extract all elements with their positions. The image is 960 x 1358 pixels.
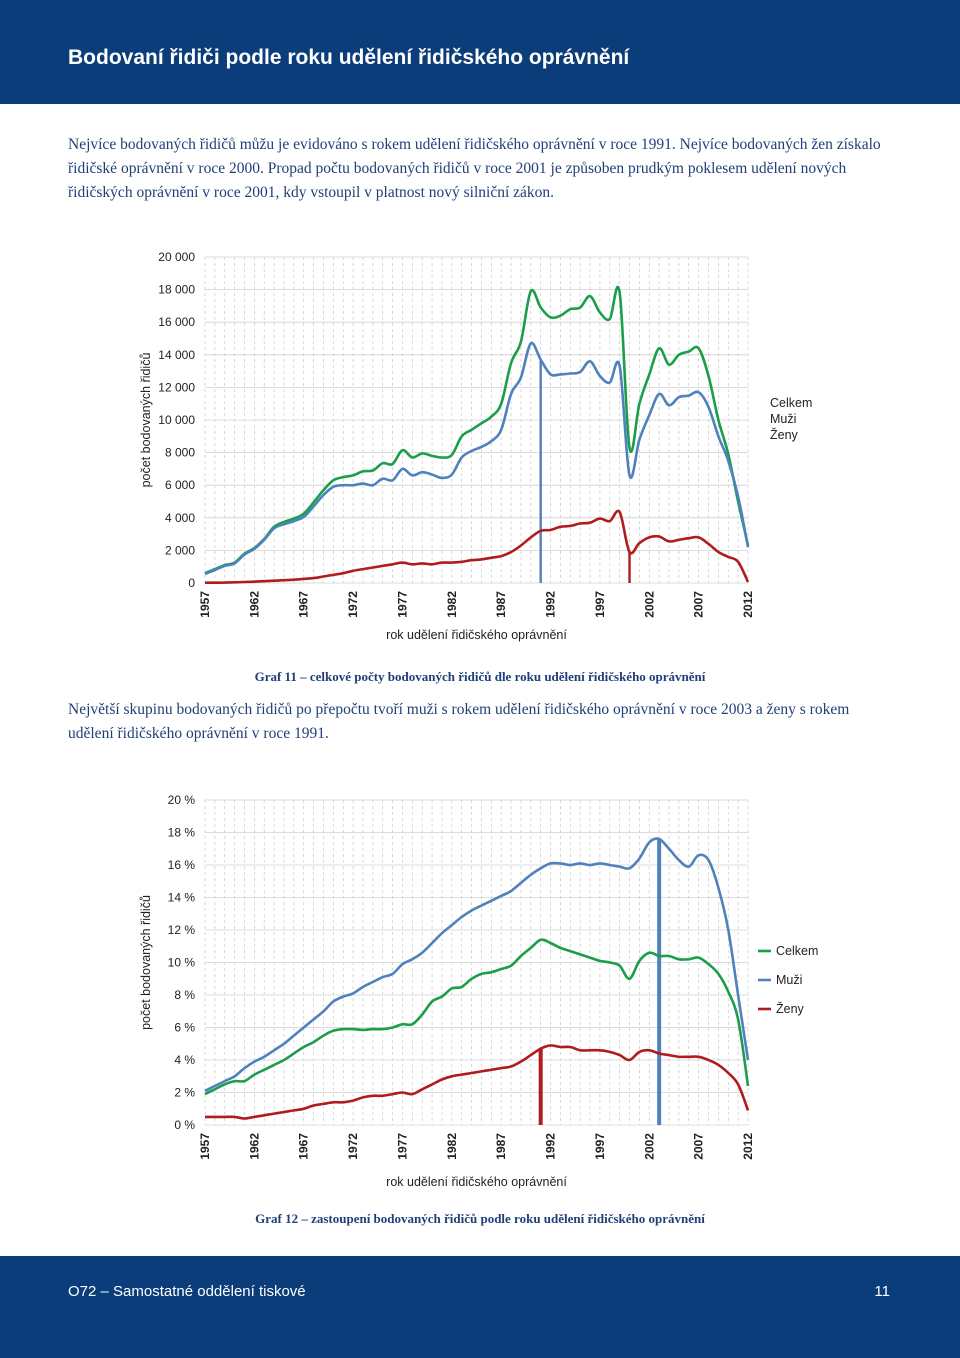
chart2-xtick: 1982 bbox=[444, 1133, 459, 1160]
page-title: Bodovaní řidiči podle roku udělení řidičského oprávnění bbox=[68, 46, 630, 69]
page-footer bbox=[0, 1256, 960, 1358]
chart1-xtick: 1982 bbox=[444, 591, 459, 618]
chart1-legend-muzi: Muži bbox=[770, 412, 797, 426]
chart1-xtick: 1992 bbox=[543, 591, 558, 618]
chart1-ytick: 8 000 bbox=[164, 445, 195, 460]
chart2-ytick: 18 % bbox=[167, 825, 195, 840]
chart-2-caption: Graf 12 – zastoupení bodovaných řidičů podle roku udělení řidičského oprávnění bbox=[255, 1211, 705, 1226]
chart2-ytick: 20 % bbox=[167, 793, 195, 807]
chart2-xtick: 1987 bbox=[494, 1133, 509, 1160]
chart1-ytick: 6 000 bbox=[164, 478, 195, 493]
chart1-ytick: 2 000 bbox=[164, 543, 195, 558]
chart2-series-zeny bbox=[205, 1045, 748, 1118]
chart2-xtick: 2012 bbox=[741, 1133, 755, 1160]
chart2-xtick: 1957 bbox=[198, 1133, 212, 1160]
chart1-ylabel: počet bodovaných řidičů bbox=[139, 352, 153, 488]
chart1-xtick: 1997 bbox=[592, 591, 607, 618]
chart1-ytick: 18 000 bbox=[158, 282, 195, 297]
chart-1 bbox=[0, 240, 960, 660]
chart1-xtick: 1987 bbox=[494, 591, 509, 618]
chart-2 bbox=[0, 785, 960, 1195]
chart2-xtick: 1977 bbox=[395, 1133, 410, 1160]
chart2-ytick: 12 % bbox=[167, 923, 195, 937]
chart2-ytick: 6 % bbox=[174, 1020, 195, 1035]
chart1-xtick: 2007 bbox=[691, 591, 706, 618]
chart2-ytick: 0 % bbox=[174, 1118, 195, 1132]
chart2-xtick: 1962 bbox=[247, 1133, 262, 1160]
chart1-xtick: 1957 bbox=[198, 591, 212, 618]
chart2-ytick: 14 % bbox=[167, 890, 195, 905]
chart2-xtick: 2007 bbox=[691, 1133, 706, 1160]
page-header bbox=[0, 0, 960, 104]
chart1-ytick: 16 000 bbox=[158, 315, 195, 330]
chart2-xtick: 1997 bbox=[592, 1133, 607, 1160]
chart1-xtick: 2002 bbox=[642, 591, 657, 618]
chart1-ytick: 20 000 bbox=[158, 250, 195, 264]
chart1-xtick: 1972 bbox=[346, 591, 361, 618]
chart2-legend-muzi: Muži bbox=[776, 973, 803, 987]
chart2-xtick: 1972 bbox=[346, 1133, 361, 1160]
chart2-ytick: 10 % bbox=[167, 955, 195, 970]
chart1-ytick: 14 000 bbox=[158, 347, 195, 362]
chart2-series-muzi bbox=[205, 839, 748, 1091]
chart1-xtick: 1962 bbox=[247, 591, 262, 618]
chart1-ytick: 12 000 bbox=[158, 380, 195, 395]
chart2-ytick: 4 % bbox=[174, 1053, 195, 1067]
page-number: 11 bbox=[874, 1283, 890, 1300]
chart-1-caption: Graf 11 – celkové počty bodovaných řidičů dle roku udělení řidičského oprávnění bbox=[254, 669, 706, 684]
chart1-ytick: 10 000 bbox=[158, 413, 195, 427]
chart-1-svg bbox=[0, 240, 960, 660]
chart1-legend-celkem: Celkem bbox=[770, 396, 813, 410]
chart2-legend-celkem: Celkem bbox=[776, 944, 819, 958]
chart1-ytick: 4 000 bbox=[164, 510, 195, 525]
chart2-xtick: 1992 bbox=[543, 1133, 558, 1160]
chart2-ytick: 2 % bbox=[174, 1085, 195, 1100]
chart1-legend-zeny: Ženy bbox=[770, 428, 798, 442]
chart1-xtick: 1967 bbox=[296, 591, 311, 618]
intro-paragraph: Nejvíce bodovaných řidičů můžu je evidováno s rokem udělení řidičského oprávnění v roce 1991. Nejvíce bodovaných žen získalo řidičské oprávnění v roce 2000. Propad počtu bodovaných řidičů v roce 2001 je způsoben prudkým poklesem udělení nových řidičských oprávnění v roce 2001, kdy vstoupil v platnost nový silniční zákon. bbox=[68, 136, 881, 201]
middle-paragraph: Největší skupinu bodovaných řidičů po přepočtu tvoří muži s rokem udělení řidičského oprávnění v roce 2003 a ženy s rokem udělení řidičského oprávnění v roce 1991. bbox=[68, 701, 850, 742]
chart2-legend-zeny: Ženy bbox=[776, 1002, 804, 1016]
chart1-xtick: 1977 bbox=[395, 591, 410, 618]
chart-2-svg bbox=[0, 785, 960, 1195]
chart2-ytick: 8 % bbox=[174, 988, 195, 1002]
chart1-series-celkem bbox=[205, 287, 748, 573]
chart2-xtick: 2002 bbox=[642, 1133, 657, 1160]
chart2-xlabel: rok udělení řidičského oprávnění bbox=[386, 1175, 567, 1189]
footer-text: O72 – Samostatné oddělení tiskové bbox=[68, 1283, 306, 1300]
chart1-ytick: 0 bbox=[188, 576, 195, 590]
chart1-xlabel: rok udělení řidičského oprávnění bbox=[386, 628, 567, 642]
chart1-xtick: 2012 bbox=[741, 591, 755, 618]
chart2-xtick: 1967 bbox=[296, 1133, 311, 1160]
chart2-ylabel: počet bodovaných řidičů bbox=[139, 895, 153, 1030]
chart2-ytick: 16 % bbox=[167, 858, 195, 872]
